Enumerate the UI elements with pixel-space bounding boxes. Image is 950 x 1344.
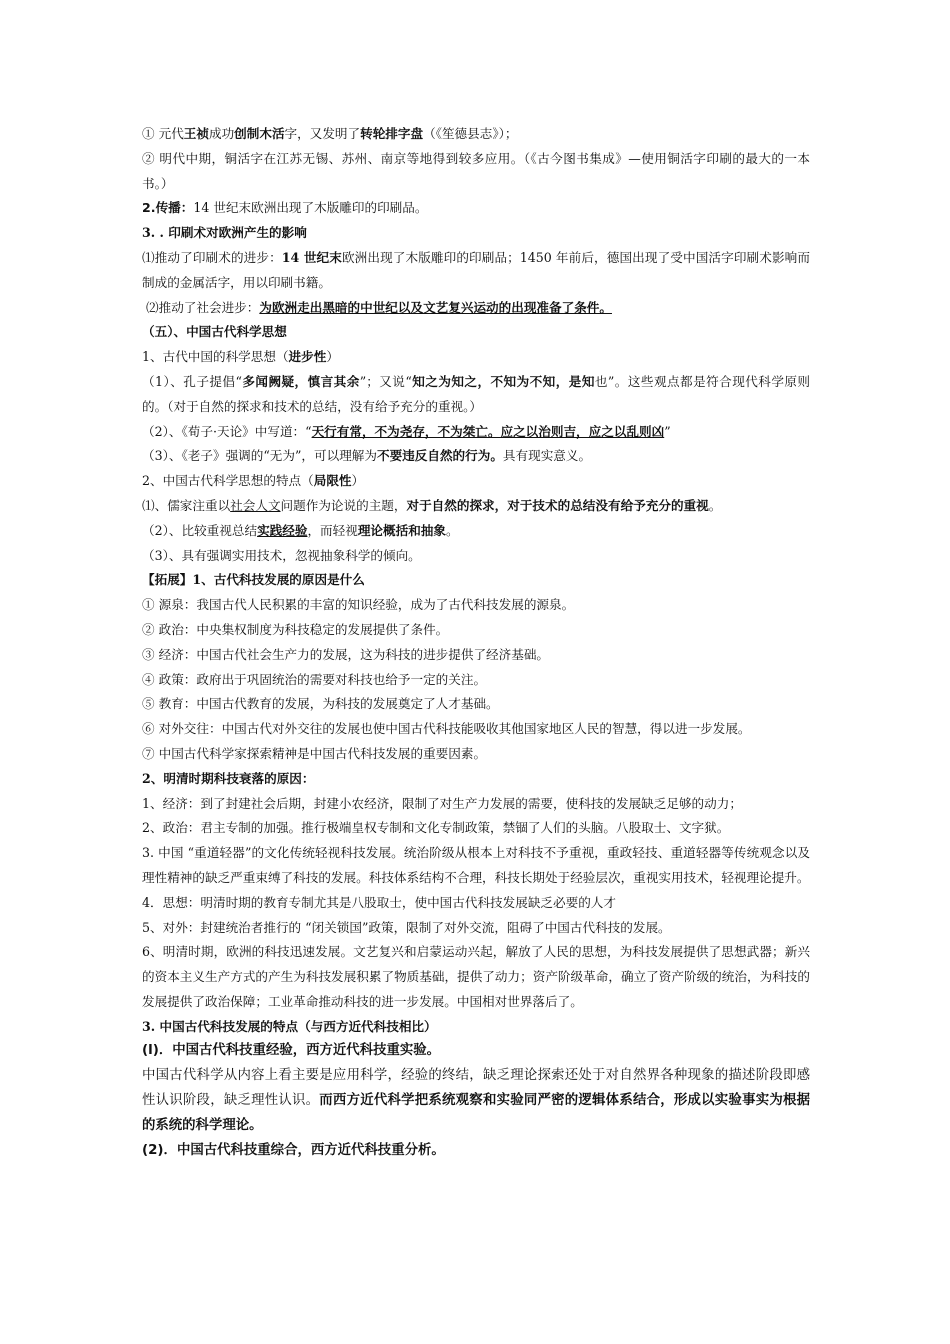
- bold-underlined-text: 天行有常，不为尧存，不为桀亡。应之以治则吉，应之以乱则凶: [311, 423, 665, 439]
- text: （3）、《老子》强调的“无为”，可以理解为: [142, 448, 377, 464]
- text: 具有现实意义。: [502, 448, 592, 464]
- text: 2、政治：君主专制的加强。推行极端皇权专制和文化专制政策，禁锢了人们的头脑。八股取士、文字狱。: [142, 820, 730, 836]
- subheading-science-features: [142, 469, 810, 494]
- list-item-policy: [142, 668, 810, 693]
- text: 4．思想：明清时期的教育专制尤其是八股取士，使中国古代科技发展缺乏必要的人才: [142, 894, 616, 910]
- bold-underlined-text: 为欧洲走出黑暗的中世纪以及文艺复兴运动的出现准备了条件。: [259, 299, 612, 315]
- list-item-foreign-exchange: [142, 717, 810, 742]
- list-item-decline-economy: [142, 792, 810, 817]
- bold-text: 创制木活: [234, 126, 285, 141]
- text: ① 源泉：我国古代人民积累的丰富的知识经验，成为了古代科技发展的源泉。: [142, 597, 575, 613]
- text: 。: [445, 522, 459, 538]
- text: ⑦ 中国古代科学家探索精神是中国古代科技发展的重要因素。: [142, 745, 487, 761]
- heading-text: (2)．中国古代科技重综合，西方近代科技重分析。: [142, 1142, 445, 1158]
- line-laozi: [142, 444, 810, 469]
- text: 成功: [208, 126, 235, 141]
- text: 字，又发明了: [284, 126, 361, 141]
- list-item-source: [142, 593, 810, 618]
- text: 也”。这些观点都是符合现代科学原则的。（对于自然的探求和技术的总结，没有给予充分的重视。）: [142, 373, 810, 414]
- text: ④ 政策：政府出于巩固统治的需要对科技也给予一定的关注。: [142, 671, 487, 687]
- bold-text: 多闻阙疑，慎言其余: [241, 373, 360, 389]
- text: ，而轻视: [307, 522, 358, 538]
- line-movable-type-yuan: [142, 122, 810, 147]
- text: 14 世纪末欧洲出现了木版雕印的印刷品。: [193, 200, 428, 216]
- list-item-decline-foreign: [142, 916, 810, 941]
- bold-underlined-text: 实践经验: [257, 522, 308, 538]
- bold-text: 对于自然的探求，对于技术的总结没有给予充分的重视: [406, 497, 709, 513]
- list-item-politics: [142, 618, 810, 643]
- line-xunzi: [142, 420, 810, 445]
- list-item-economy: [142, 643, 810, 668]
- line-copper-type-ming: [142, 147, 810, 197]
- text: ⑵推动了社会进步：: [146, 299, 260, 315]
- text: ① 元代: [142, 126, 184, 141]
- text: （《笙德县志》）；: [423, 126, 518, 141]
- text: 5、对外：封建统治者推行的 “闭关锁国”政策，限制了对外交流，阻碍了中国古代科技的发展。: [142, 919, 671, 935]
- text: 。: [708, 497, 722, 513]
- line-practical-tech: [142, 544, 810, 569]
- heading-text: 2、明清时期科技衰落的原因：: [142, 770, 315, 786]
- heading-text: (l)．中国古代科技重经验，西方近代科技重实验。: [142, 1043, 441, 1059]
- text: ⑴、儒家注重以: [142, 497, 231, 513]
- text: 6、明清时期，欧洲的科技迅速发展。文艺复兴和启蒙运动兴起，解放了人民的思想，为科技发展提供了思想武器；新兴的资本主义生产方式的产生为科技发展积累了物质基础，提供了动力；资产阶级革命，确立了资产阶级的统治，为科技的发展提供了政治保障；工业革命推动科技的进一步发展。中国相对世界落后了。: [142, 944, 810, 1009]
- text: 1、经济：到了封建社会后期，封建小农经济，限制了对生产力发展的需要，使科技的发展缺乏足够的动力；: [142, 795, 742, 811]
- paragraph-experience-vs-experiment: [142, 1064, 810, 1138]
- text: ）: [351, 473, 365, 489]
- text: ⑤ 教育：中国古代教育的发展，为科技的发展奠定了人才基础。: [142, 696, 499, 712]
- bold-text: 知之为知之，不知为不知，是知: [411, 373, 595, 389]
- list-item-decline-europe: [142, 940, 810, 1014]
- text: ⑥ 对外交往：中国古代对外交往的发展也使中国古代科技能吸收其他国家地区人民的智慧，得以进一步发展。: [142, 721, 751, 737]
- line-social-progress: [142, 296, 810, 321]
- text: （1）、孔子提倡“: [142, 373, 242, 389]
- bold-text: 局限性: [313, 473, 352, 489]
- heading-text: （五）、中国古代科学思想: [142, 324, 287, 340]
- text: ⑴推动了印刷术的进步：: [142, 249, 282, 265]
- line-confucian-focus: [142, 494, 810, 519]
- bold-text: 14 世纪末: [281, 249, 342, 265]
- text: ”: [664, 423, 671, 439]
- underlined-text: 社会人文: [230, 497, 281, 513]
- item-number: 2.: [142, 200, 156, 216]
- heading-printing-influence: [142, 221, 810, 246]
- text: 中国古代科学从内容上看主要是应用科学，经验的终结，缺乏理论探索还处于对自然界各种现象的描述阶段即感性认识阶段，缺乏理性认识。: [142, 1068, 810, 1109]
- heading-text: 1、古代科技发展的原因是什么: [192, 572, 365, 588]
- bold-text: 转轮排字盘: [360, 126, 424, 141]
- text: （2）、比较重视总结: [142, 522, 258, 538]
- line-practice-experience: [142, 519, 810, 544]
- list-item-decline-culture: [142, 841, 810, 891]
- heading-decline-reasons: [142, 767, 810, 792]
- text: 问题作为论说的主题，: [280, 497, 407, 513]
- heading-synthesis-vs-analysis: [142, 1139, 810, 1164]
- heading-text: 3. 中国古代科技发展的特点（与西方近代科技相比）: [142, 1018, 437, 1034]
- bold-text: 理论概括和抽象: [357, 522, 446, 538]
- line-confucius: [142, 370, 810, 420]
- bold-text: 进步性: [288, 349, 327, 365]
- list-item-spirit: [142, 742, 810, 767]
- bold-text: 王祯: [183, 126, 209, 141]
- text: ② 政治：中央集权制度为科技稳定的发展提供了条件。: [142, 621, 449, 637]
- text: 1、古代中国的科学思想（: [142, 349, 289, 365]
- list-item-decline-politics: [142, 816, 810, 841]
- line-printing-progress: [142, 246, 810, 296]
- heading-features-compare: [142, 1015, 810, 1040]
- text: ”；又说“: [359, 373, 412, 389]
- document-page: [142, 122, 810, 1163]
- heading-expansion: [142, 568, 810, 593]
- list-item-decline-thought: [142, 891, 810, 916]
- text: ② 明代中期，铜活字在江苏无锡、苏州、南京等地得到较多应用。（《古今图书集成》—使用铜活字印刷的最大的一本书。）: [142, 150, 810, 191]
- text: （3）、具有强调实用技术，忽视抽象科学的倾向。: [142, 547, 421, 563]
- text: 3. 中国 “重道轻器”的文化传统轻视科技发展。统治阶级从根本上对科技不予重视，重政轻技、重道轻器等传统观念以及理性精神的缺乏严重束缚了科技的发展。科技体系结构不合理，科技长期处于经验层次，重视实用技术，轻视理论提升。: [142, 845, 810, 885]
- bold-text: 不要违反自然的行为。: [376, 448, 503, 464]
- text: 欧洲出现了木版雕印的印刷品；1450 年前后，德国出现了受中国活字印刷术影响而制成的金属活字，用以印刷书籍。: [142, 249, 810, 290]
- bold-text: 而西方近代科学把系统观察和实验同严密的逻辑体系结合，形成以实验事实为根据的系统的科学理论。: [142, 1093, 810, 1133]
- text: 2、中国古代科学思想的特点（: [142, 473, 314, 489]
- heading-experience-vs-experiment: [142, 1039, 810, 1064]
- heading-section-five: [142, 320, 810, 345]
- subheading-science-thought: [142, 345, 810, 370]
- list-item-education: [142, 692, 810, 717]
- line-spread: [142, 196, 810, 221]
- text: ）: [326, 349, 339, 365]
- text: （2）、《荀子·天论》中写道：“: [142, 423, 312, 439]
- bold-text: 传播：: [155, 200, 194, 216]
- text: ③ 经济：中国古代社会生产力的发展，这为科技的进步提供了经济基础。: [142, 646, 550, 662]
- heading-text: 3. . 印刷术对欧洲产生的影响: [142, 225, 307, 241]
- heading-bracket: 【拓展】: [142, 572, 193, 588]
